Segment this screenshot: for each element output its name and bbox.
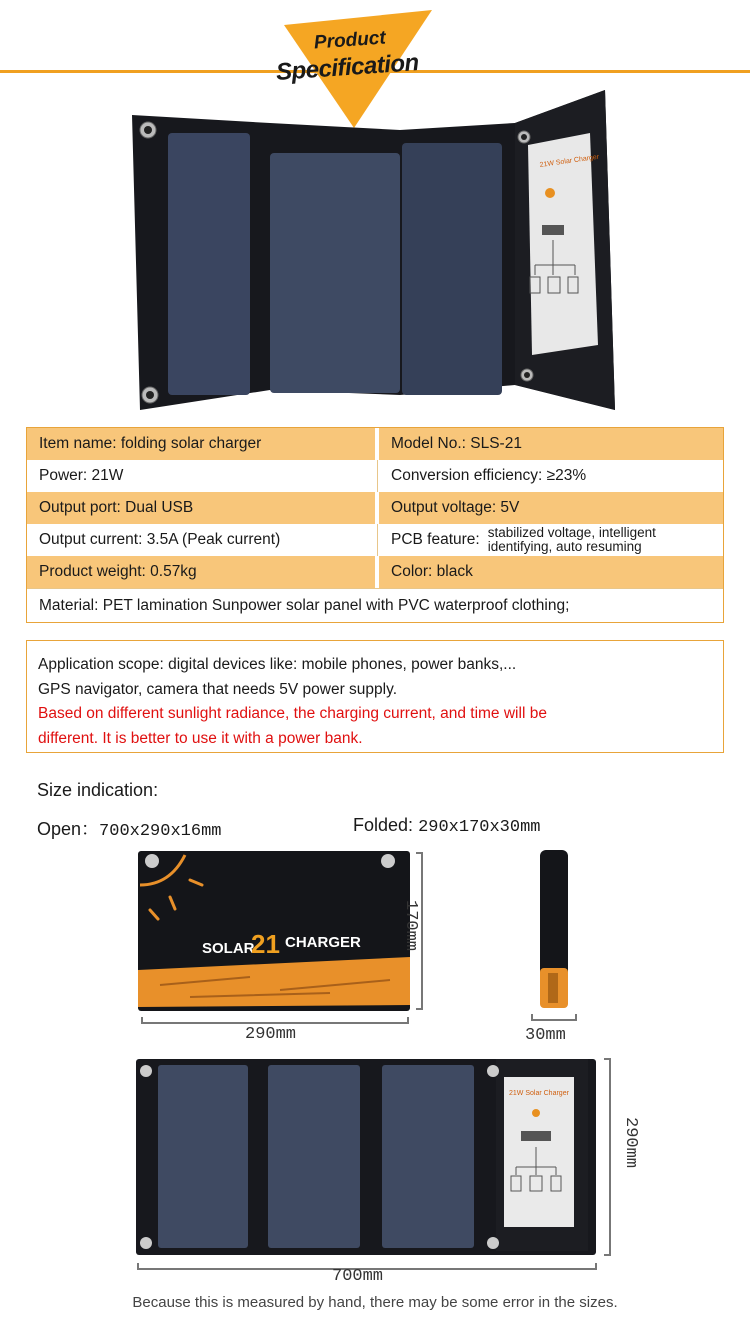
- spec-output-voltage: Output voltage: 5V: [379, 492, 723, 524]
- warning-line2: different. It is better to use it with a power bank.: [38, 729, 363, 747]
- folded-size: Folded: 290x170x30mm: [353, 815, 541, 837]
- dim-170: 170mm: [401, 900, 420, 952]
- pcb-value: [488, 526, 656, 554]
- dim-290-open: 290mm: [621, 1117, 640, 1169]
- open-panel-label: 21W Solar Charger: [509, 1090, 569, 1097]
- spec-row: [27, 556, 723, 588]
- spec-power: Power: 21W: [27, 460, 375, 492]
- dim-30: 30mm: [525, 1026, 566, 1045]
- warning-line1: Based on different sunlight radiance, the charging current, and time will be: [38, 705, 547, 722]
- product-photo-open: [128, 1055, 628, 1275]
- spec-row: [27, 524, 723, 556]
- application-scope-cont: GPS navigator, camera that needs 5V power supply.: [38, 680, 397, 698]
- application-scope: Application scope: digital devices like: mobile phones, power banks,...: [38, 656, 517, 673]
- spec-efficiency: Conversion efficiency: ≥23%: [379, 460, 723, 492]
- spec-item-name: Item name: folding solar charger: [27, 428, 375, 460]
- spec-row: [27, 590, 723, 622]
- solar-word: SOLAR: [202, 940, 255, 957]
- header-title-specification: Specification: [275, 49, 420, 86]
- spec-output-port: Output port: Dual USB: [27, 492, 375, 524]
- dim-700: 700mm: [332, 1267, 384, 1286]
- header-title-product: Product: [313, 27, 387, 54]
- dim-290-folded: 290mm: [245, 1025, 297, 1044]
- product-side-view: [520, 848, 590, 1028]
- spec-output-current: Output current: 3.5A (Peak current): [27, 524, 375, 556]
- spec-row: [27, 428, 723, 460]
- charger-word: CHARGER: [285, 934, 361, 951]
- product-photo-unfolded: [120, 85, 620, 420]
- spec-row: [27, 492, 723, 524]
- open-size: Open：700x290x16mm: [37, 819, 222, 841]
- pcb-value-line1: stabilized voltage, intelligent: [487, 525, 656, 540]
- spec-material: Material: PET lamination Sunpower solar panel with PVC waterproof clothing;: [27, 590, 723, 622]
- spec-color: Color: black: [379, 556, 723, 588]
- application-box: [26, 640, 724, 753]
- pcb-label: PCB feature:: [391, 531, 480, 548]
- size-title: Size indication:: [37, 780, 159, 800]
- model-number: 21: [251, 929, 280, 959]
- spec-pcb-feature: [379, 524, 723, 556]
- svg-text:21W Solar Charger: 21W Solar Charger: [539, 153, 600, 169]
- measurement-note: Because this is measured by hand, there may be some error in the sizes.: [132, 1294, 618, 1311]
- spec-row: [27, 460, 723, 492]
- spec-model: Model No.: SLS-21: [379, 428, 723, 460]
- spec-weight: Product weight: 0.57kg: [27, 556, 375, 588]
- spec-table: [26, 427, 724, 623]
- pcb-value-line2: identifying, auto resuming: [487, 539, 642, 554]
- product-photo-folded: [130, 845, 445, 1045]
